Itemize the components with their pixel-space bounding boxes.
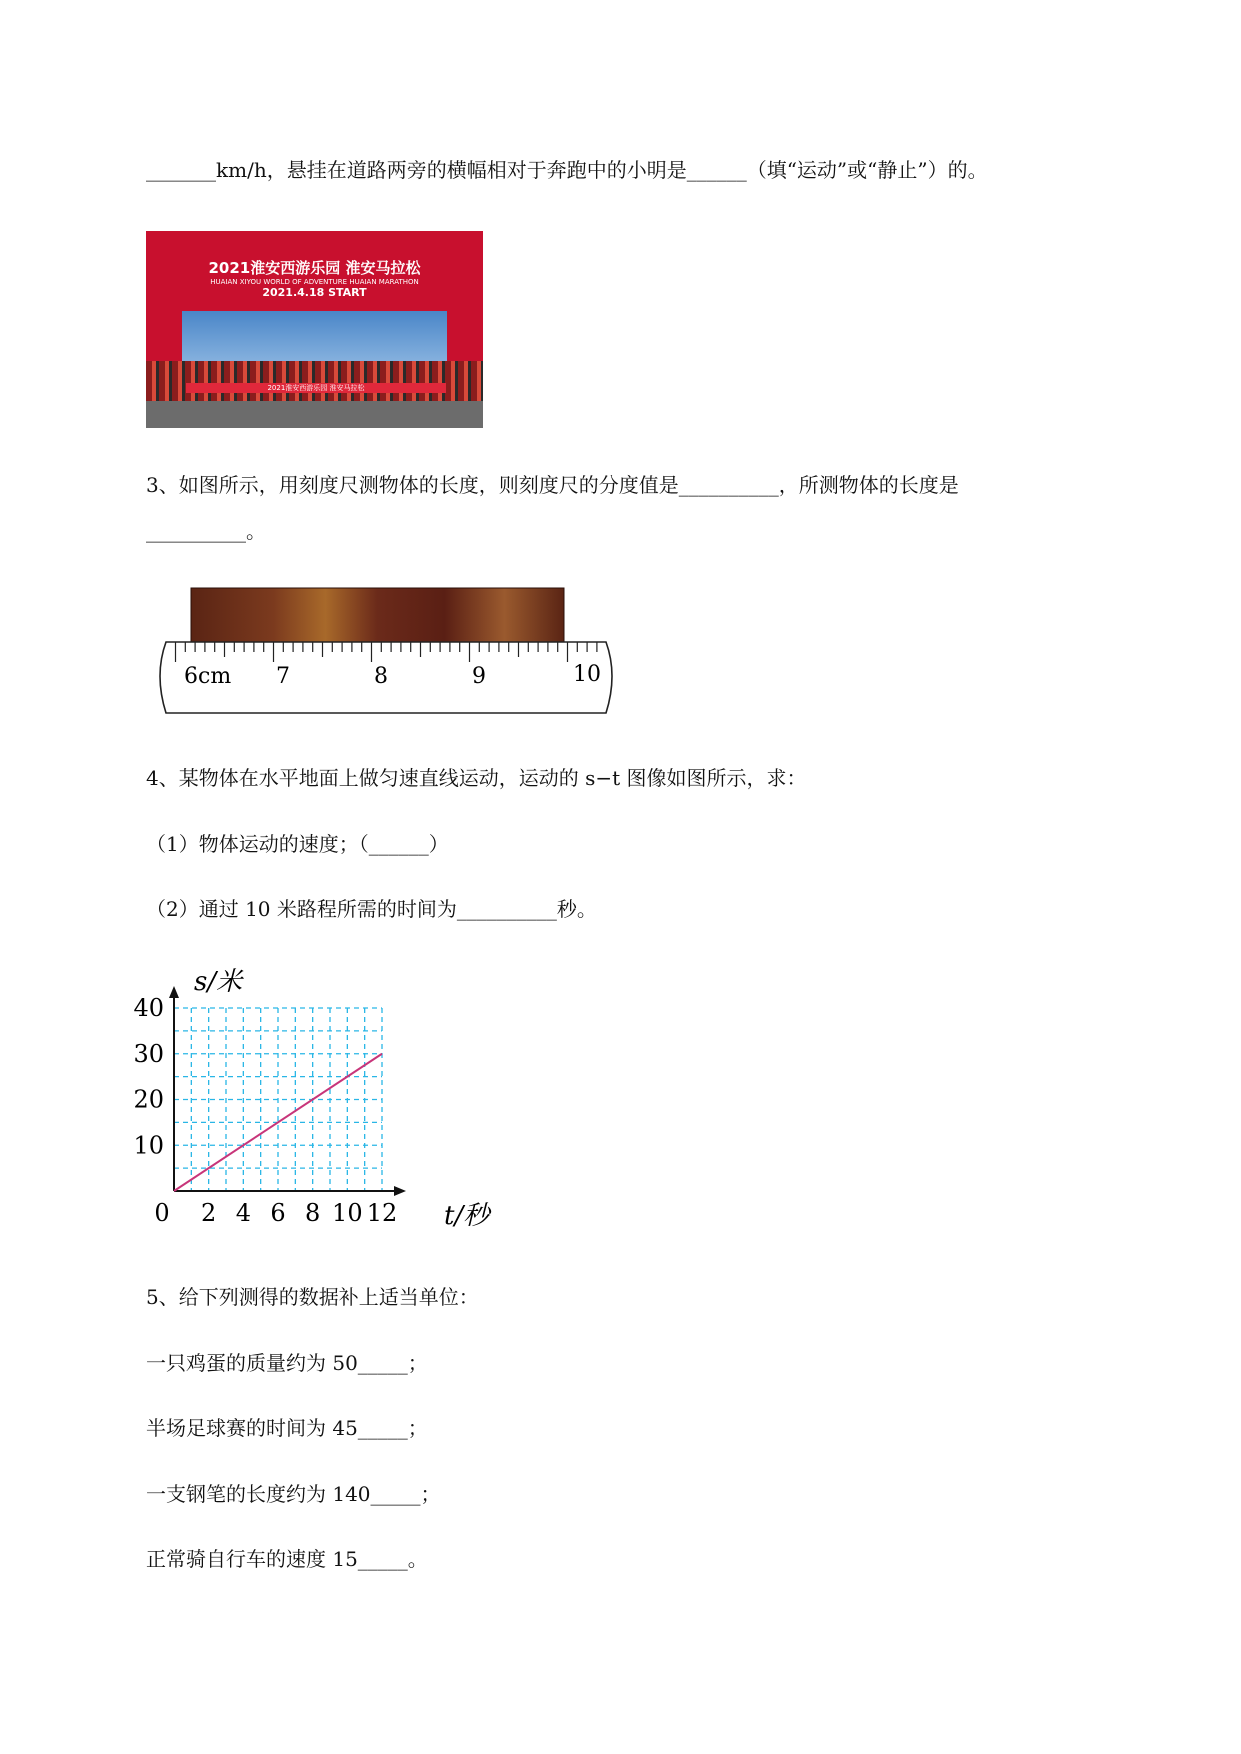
x-axis-arrow	[394, 1186, 406, 1196]
photo-banner	[168, 257, 461, 307]
x-tick-label: 10	[332, 1199, 363, 1227]
st-chart	[133, 958, 506, 1238]
y-tick-label: 20	[133, 1085, 164, 1114]
ruler-figure	[146, 585, 636, 721]
ruler-label-10: 10	[573, 662, 601, 687]
y-tick-label: 30	[133, 1039, 164, 1068]
y-axis-arrow	[169, 986, 179, 998]
q4-line1: 4、某物体在水平地面上做匀速直线运动，运动的 s−t 图像如图所示，求：	[146, 766, 807, 790]
y-tick-label: 10	[133, 1131, 164, 1160]
marathon-photo	[146, 231, 483, 428]
q5-item-1: 一只鸡蛋的质量约为 50_____；	[146, 1351, 428, 1375]
chart-xlabel: t/秒	[444, 1201, 490, 1231]
q5-title: 5、给下列测得的数据补上适当单位：	[146, 1285, 479, 1309]
chart-axes	[169, 986, 406, 1196]
chart-ylabel: s/米	[194, 967, 243, 997]
q5-item-2: 半场足球赛的时间为 45_____；	[146, 1416, 428, 1440]
banner-subtitle: HUAIAN XIYOU WORLD OF ADVENTURE HUAIAN MARATHON	[210, 278, 419, 286]
q5-item-3: 一支钢笔的长度约为 140_____；	[146, 1482, 441, 1506]
photo-road	[146, 401, 483, 428]
x-tick-label: 0	[154, 1199, 170, 1227]
ruler-label-9: 9	[472, 664, 486, 689]
y-tick-label: 40	[133, 994, 164, 1022]
ruler-label-7: 7	[276, 664, 290, 689]
q2-tail-text: _______km/h，悬挂在道路两旁的横幅相对于奔跑中的小明是______（填“运动”或“静止”）的。	[146, 158, 988, 182]
x-tick-label: 8	[305, 1199, 321, 1227]
banner-date: 2021.4.18 START	[262, 286, 367, 299]
q3-line1: 3、如图所示，用刻度尺测物体的长度，则刻度尺的分度值是__________，所测物体的长度是	[146, 473, 959, 497]
ruler-label-8: 8	[374, 664, 388, 689]
photo-crowd	[146, 361, 483, 401]
x-tick-label: 12	[366, 1199, 398, 1227]
x-tick-label: 4	[235, 1199, 251, 1227]
q5-item-4: 正常骑自行车的速度 15_____。	[146, 1547, 428, 1571]
ruler-label-6cm: 6cm	[184, 664, 232, 689]
photo-strip: 2021淮安西游乐园 淮安马拉松	[186, 383, 446, 393]
q4-sub1: （1）物体运动的速度；（______）	[146, 832, 449, 856]
q3-line2: __________。	[146, 519, 266, 543]
x-tick-label: 2	[201, 1199, 217, 1227]
q4-sub2: （2）通过 10 米路程所需的时间为__________秒。	[146, 897, 597, 921]
measured-object	[191, 588, 564, 642]
chart-grid	[174, 1008, 382, 1191]
x-tick-label: 6	[270, 1199, 286, 1227]
banner-title: 2021淮安西游乐园 淮安马拉松	[208, 259, 421, 277]
